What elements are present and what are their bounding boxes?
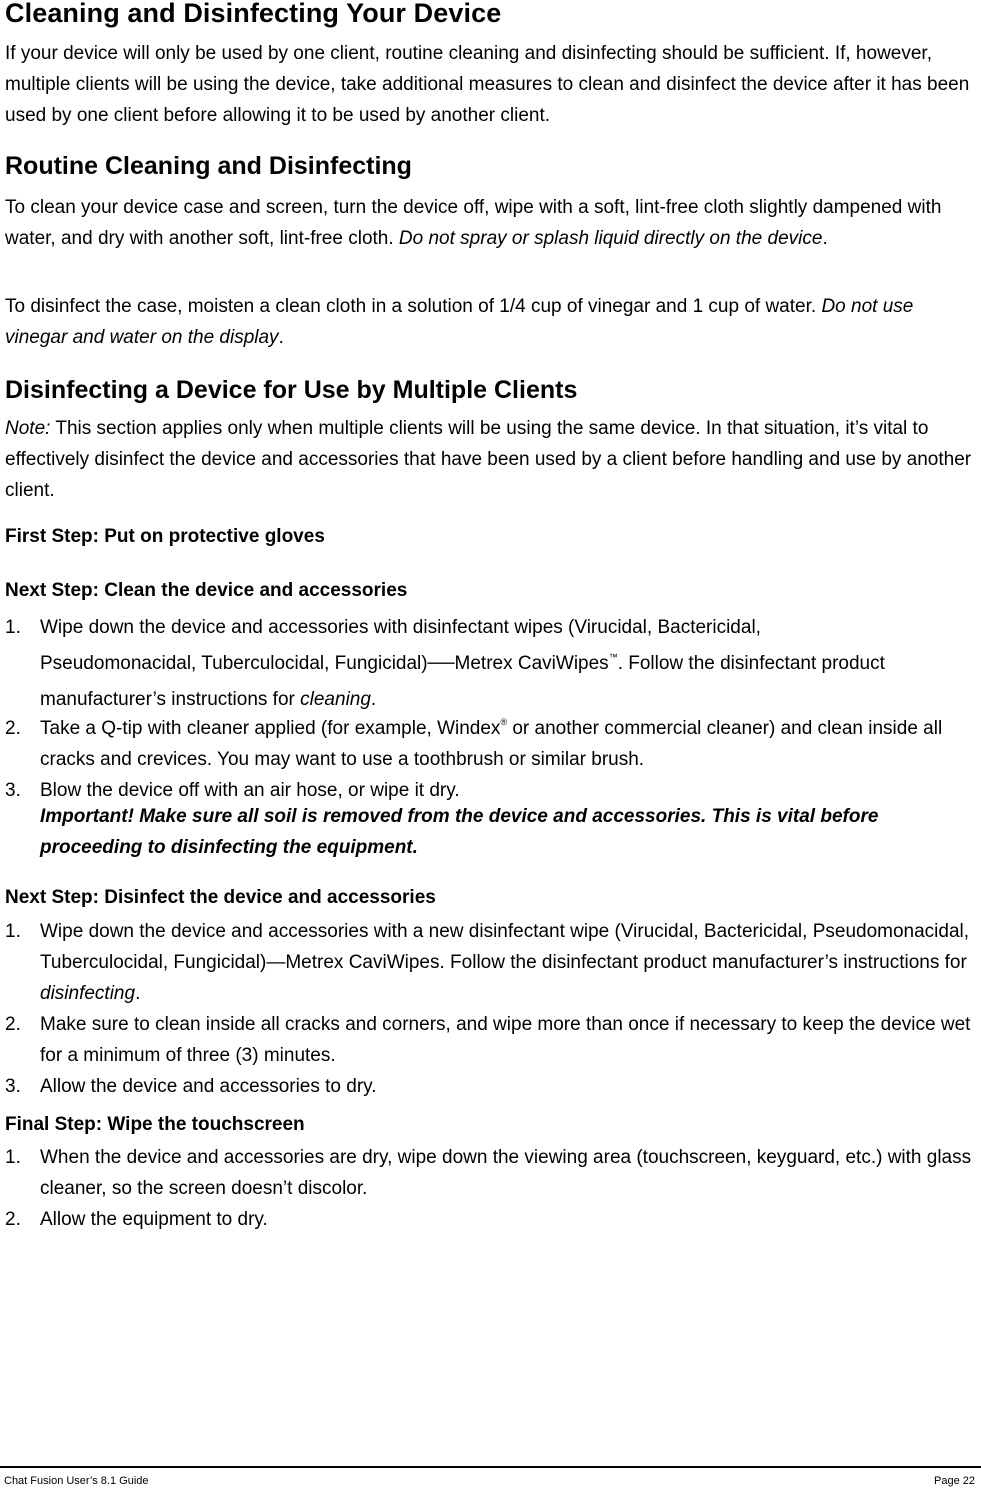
disinfect-item-3-text: Allow the device and accessories to dry. <box>40 1076 377 1097</box>
list-item <box>5 916 975 1009</box>
list-item <box>5 1204 975 1235</box>
list-number: 1. <box>5 617 21 638</box>
list-item <box>5 1142 975 1204</box>
clean-step-heading: Next Step: Clean the device and accessories <box>5 580 408 601</box>
list-number: 3. <box>5 1076 21 1097</box>
note-label: Note: <box>5 418 51 439</box>
final-step-heading: Final Step: Wipe the touchscreen <box>5 1114 305 1135</box>
list-item <box>5 713 975 775</box>
list-number: 2. <box>5 718 21 739</box>
section-heading-multiple-clients: Disinfecting a Device for Use by Multiple Clients <box>5 376 578 404</box>
routine-clean-end: . <box>822 228 828 249</box>
disinfect-item-2-text: Make sure to clean inside all cracks and corners, and wipe more than once if necessary to keep the device wet for a minimum of three (3) minutes. <box>40 1014 971 1066</box>
clean-item-1-line-2: Pseudomonacidal, Tuberculocidal, Fungicidal)──Metrex CaviWipes <box>40 653 609 674</box>
list-number: 3. <box>5 780 21 801</box>
final-steps-list <box>5 1142 975 1235</box>
final-item-1-text: When the device and accessories are dry, wipe down the viewing area (touchscreen, keyguard, etc.) with glass cleaner, so the screen doesn’t discolor. <box>40 1147 972 1199</box>
routine-paragraph-disinfect <box>5 291 975 353</box>
page-title: Cleaning and Disinfecting Your Device <box>5 0 502 28</box>
note-paragraph <box>5 413 975 506</box>
routine-disinfect-warning: Do not use vinegar and water on the display <box>5 296 914 348</box>
disinfect-item-1-end: . <box>135 983 141 1004</box>
section-heading-routine: Routine Cleaning and Disinfecting <box>5 152 412 180</box>
clean-item-1-emphasis: cleaning <box>300 689 371 710</box>
list-number: 2. <box>5 1209 21 1230</box>
disinfect-item-1-text: Wipe down the device and accessories with a new disinfectant wipe (Virucidal, Bactericidal, Pseudomonacidal, Tuberculocidal, Fungicidal)—Metrex CaviWipes. Follow the disinfectant product manufacturer’s instructions for <box>40 921 970 973</box>
clean-item-2-text: Take a Q-tip with cleaner applied (for example, Windex <box>40 718 501 739</box>
clean-item-1-line-2-end: . Follow the disinfectant product <box>617 653 885 674</box>
clean-item-1-line-3: manufacturer’s instructions for <box>40 689 301 710</box>
footer-divider <box>0 1466 981 1468</box>
list-item <box>5 1071 975 1102</box>
clean-steps-list <box>5 610 975 806</box>
important-notice: Important! Make sure all soil is removed from the device and accessories. This is vital before proceeding to disinfecting the equipment. <box>40 806 879 858</box>
note-text: This section applies only when multiple clients will be using the same device. In that situation, it’s vital to effectively disinfect the device and accessories that have been used by a client before handling and use by another client. <box>5 418 972 501</box>
final-item-2-text: Allow the equipment to dry. <box>40 1209 268 1230</box>
list-item <box>5 1009 975 1071</box>
routine-clean-warning: Do not spray or splash liquid directly on the device <box>398 228 823 249</box>
first-step-heading: First Step: Put on protective gloves <box>5 526 325 547</box>
list-number: 1. <box>5 921 21 942</box>
intro-text: If your device will only be used by one client, routine cleaning and disinfecting should be sufficient. If, however, multiple clients will be using the device, take additional measures to clean and disinfect the device after it has been used by one client before allowing it to be used by another client. <box>5 43 970 126</box>
list-item <box>5 610 975 718</box>
intro-paragraph <box>5 38 975 131</box>
list-number: 1. <box>5 1147 21 1168</box>
footer-guide-title: Chat Fusion User’s 8.1 Guide <box>4 1475 149 1487</box>
disinfect-step-heading: Next Step: Disinfect the device and accessories <box>5 887 436 908</box>
disinfect-steps-list <box>5 916 975 1102</box>
clean-item-1-end: . <box>370 689 377 710</box>
routine-clean-text: To clean your device case and screen, turn the device off, wipe with a soft, lint-free cloth slightly dampened with water, and dry with another soft, lint-free cloth. <box>5 197 942 249</box>
registered-symbol: ® <box>500 717 508 727</box>
routine-paragraph-clean <box>5 192 975 254</box>
clean-item-3-text: Blow the device off with an air hose, or wipe it dry. <box>40 780 460 801</box>
routine-disinfect-end: . <box>278 327 284 348</box>
disinfect-item-1-emphasis: disinfecting <box>40 983 136 1004</box>
routine-disinfect-text: To disinfect the case, moisten a clean cloth in a solution of 1/4 cup of vinegar and 1 cup of water. <box>5 296 822 317</box>
list-number: 2. <box>5 1014 21 1035</box>
clean-item-1-line-1: Wipe down the device and accessories with disinfectant wipes (Virucidal, Bactericidal, <box>40 617 761 638</box>
footer-page-number: Page 22 <box>934 1475 975 1487</box>
trademark-symbol: ™ <box>608 652 618 662</box>
clean-item-2-text-rest: or another commercial cleaner) and clean inside all cracks and crevices. You may want to use a toothbrush or similar brush. <box>40 718 943 770</box>
